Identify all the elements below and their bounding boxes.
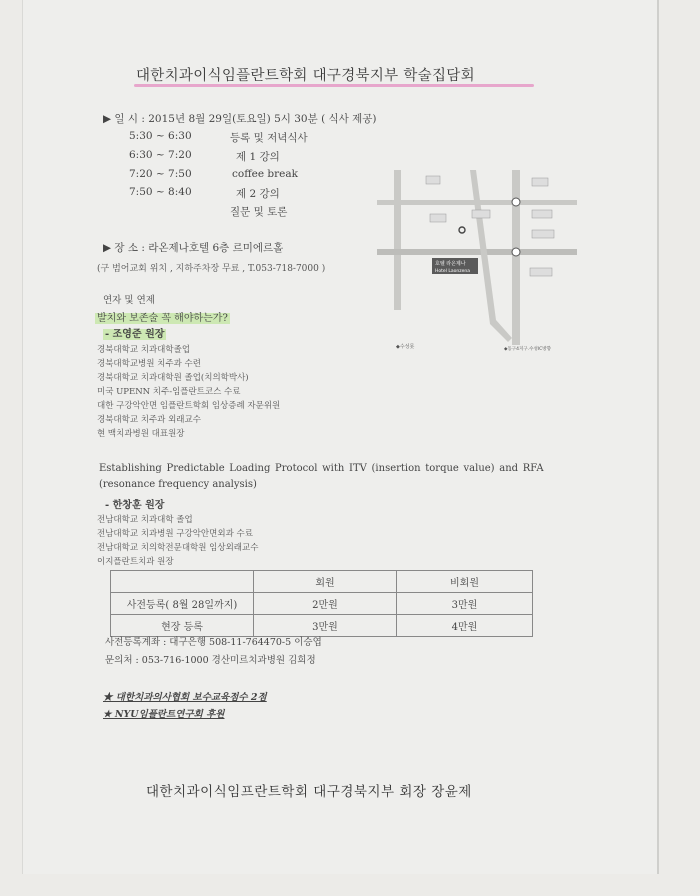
note-credit: ★ 대한치과의사협회 보수교육점수 2점 bbox=[103, 692, 267, 703]
speaker2-cv-1: 전남대학교 치과대학 졸업 bbox=[97, 515, 193, 525]
map-road-east bbox=[512, 170, 520, 345]
schedule-event-4: 제 2 강의 bbox=[236, 188, 280, 200]
fee-cell: 4만원 bbox=[397, 615, 533, 637]
contact-info: 문의처 : 053-716-1000 경산미르치과병원 김희정 bbox=[105, 655, 316, 666]
title-underline bbox=[134, 84, 534, 87]
location-map bbox=[372, 170, 585, 353]
speakers-heading: 연자 및 연제 bbox=[103, 295, 155, 306]
schedule-event-5: 질문 및 토론 bbox=[230, 206, 288, 218]
map-station-2 bbox=[512, 248, 520, 256]
fee-cell: 2만원 bbox=[254, 593, 397, 615]
speaker1-topic: 발치와 보존술 꼭 해야하는가? bbox=[97, 313, 228, 324]
map-hotel-label: 호텔 라온제나 bbox=[435, 261, 466, 267]
schedule-time-1: 5:30 ~ 6:30 bbox=[129, 130, 192, 142]
fee-table-header bbox=[111, 571, 533, 593]
schedule-event-3: coffee break bbox=[232, 168, 299, 180]
map-road-main bbox=[377, 249, 577, 255]
speaker1-cv-1: 경북대학교 치과대학졸업 bbox=[97, 345, 191, 355]
note-sponsor: ★ NYU임플란트연구회 후원 bbox=[103, 709, 225, 720]
speaker2-cv-2: 전남대학교 치과병원 구강악안면외과 수료 bbox=[97, 529, 253, 539]
schedule-time-3: 7:20 ~ 7:50 bbox=[129, 168, 192, 180]
schedule-event-2: 제 1 강의 bbox=[236, 151, 280, 163]
footer-signature: 대한치과이식임프란트학회 대구경북지부 회장 장윤제 bbox=[146, 784, 472, 800]
speaker1-cv-2: 경북대학교병원 치주과 수련 bbox=[97, 359, 201, 369]
speaker1-cv-4: 미국 UPENN 치주-임플란트코스 수료 bbox=[97, 387, 241, 397]
speaker2-cv-4: 이지플란트치과 원장 bbox=[97, 557, 174, 567]
speaker2-name: - 한창훈 원장 bbox=[105, 500, 165, 511]
speaker1-cv-3: 경북대학교 치과대학원 졸업(치의학박사) bbox=[97, 373, 249, 383]
fee-table bbox=[110, 570, 533, 637]
table-row bbox=[111, 593, 533, 615]
fee-cell: 3만원 bbox=[397, 593, 533, 615]
speaker2-topic-line2: (resonance frequency analysis) bbox=[99, 479, 257, 490]
map-station-1 bbox=[512, 198, 520, 206]
speaker1-cv-5: 대한 구강악안면 임플란트학회 임상증례 자문위원 bbox=[97, 401, 281, 411]
fee-header-nonmember: 비회원 bbox=[397, 571, 533, 593]
speaker2-topic-line1: Establishing Predictable Loading Protocol with ITV (insertion torque value) and RFA bbox=[99, 463, 544, 474]
page-title: 대한치과이식임플란트학회 대구경북지부 학술집담회 bbox=[136, 68, 475, 84]
speaker1-cv-6: 경북대학교 치주과 외래교수 bbox=[97, 415, 201, 425]
speaker1-name: - 조영준 원장 bbox=[105, 329, 165, 340]
date-line: ▶ 일 시 : 2015년 8월 29일(토요일) 5시 30분 ( 식사 제공) bbox=[103, 113, 377, 125]
schedule-time-2: 6:30 ~ 7:20 bbox=[129, 149, 192, 161]
map-bus-label: ◆동구4지구.수성IC방향 bbox=[504, 347, 551, 352]
map-road-west bbox=[394, 170, 401, 310]
venue-line: ▶ 장 소 : 라온제나호텔 6층 르미에르홀 bbox=[103, 242, 284, 254]
schedule-time-4: 7:50 ~ 8:40 bbox=[129, 186, 192, 198]
fee-row-label: 사전등록( 8월 28일까지) bbox=[111, 593, 254, 615]
fee-cell: 3만원 bbox=[254, 615, 397, 637]
venue-sub: (구 범어교회 위치 , 지하주차장 무료 , T.053-718-7000 ) bbox=[97, 264, 326, 274]
schedule-event-1: 등록 및 저녁식사 bbox=[230, 132, 308, 144]
account-info: 사전등록계좌 : 대구은행 508-11-764470-5 이승엽 bbox=[105, 637, 322, 648]
speaker1-cv-7: 현 맥치과병원 대표원장 bbox=[97, 429, 185, 439]
fee-row-label: 현장 등록 bbox=[111, 615, 254, 637]
map-suseong-label: ◆수성못 bbox=[396, 344, 415, 350]
fee-header-blank bbox=[111, 571, 254, 593]
speaker2-cv-3: 전남대학교 치의학전문대학원 임상외래교수 bbox=[97, 543, 259, 553]
fee-header-member: 회원 bbox=[254, 571, 397, 593]
map-hotel-en-label: Hotel Laonzena bbox=[435, 269, 470, 274]
